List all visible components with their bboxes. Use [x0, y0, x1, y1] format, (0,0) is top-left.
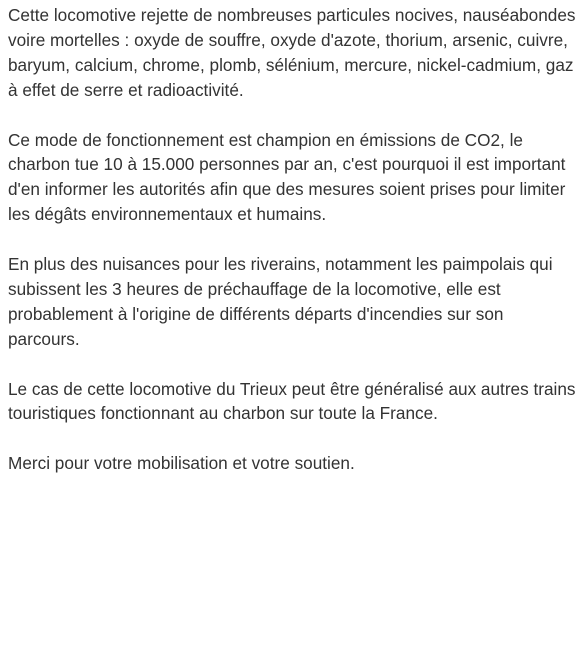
paragraph-thanks: Merci pour votre mobilisation et votre soutien.	[8, 453, 355, 474]
paragraph-nuisances: En plus des nuisances pour les riverains, notamment les paimpolais qui subissent les 3 heures de préchauffage de la locomotive, elle est probablement à l'origine de différents départs d'incendies sur son parcours.	[8, 254, 553, 349]
paragraph-co2-emissions: Ce mode de fonctionnement est champion en émissions de CO2, le charbon tue 10 à 15.000 personnes par an, c'est pourquoi il est important d'en informer les autorités afin que des mesures soient prises pour limiter les dégâts environnementaux et humains.	[8, 129, 566, 225]
paragraph-generalization: Le cas de cette locomotive du Trieux peut être généralisé aux autres trains touristiques fonctionnant au charbon sur toute la France.	[8, 378, 576, 424]
paragraph-pollutants: Cette locomotive rejette de nombreuses particules nocives, nauséabondes voire mortelles : oxyde de souffre, oxyde d'azote, thorium, arsenic, cuivre, baryum, calcium, chrome, plomb, sélénium, mercure, nickel-cadmium, gaz à effet de serre et radioactivité.	[8, 5, 576, 100]
